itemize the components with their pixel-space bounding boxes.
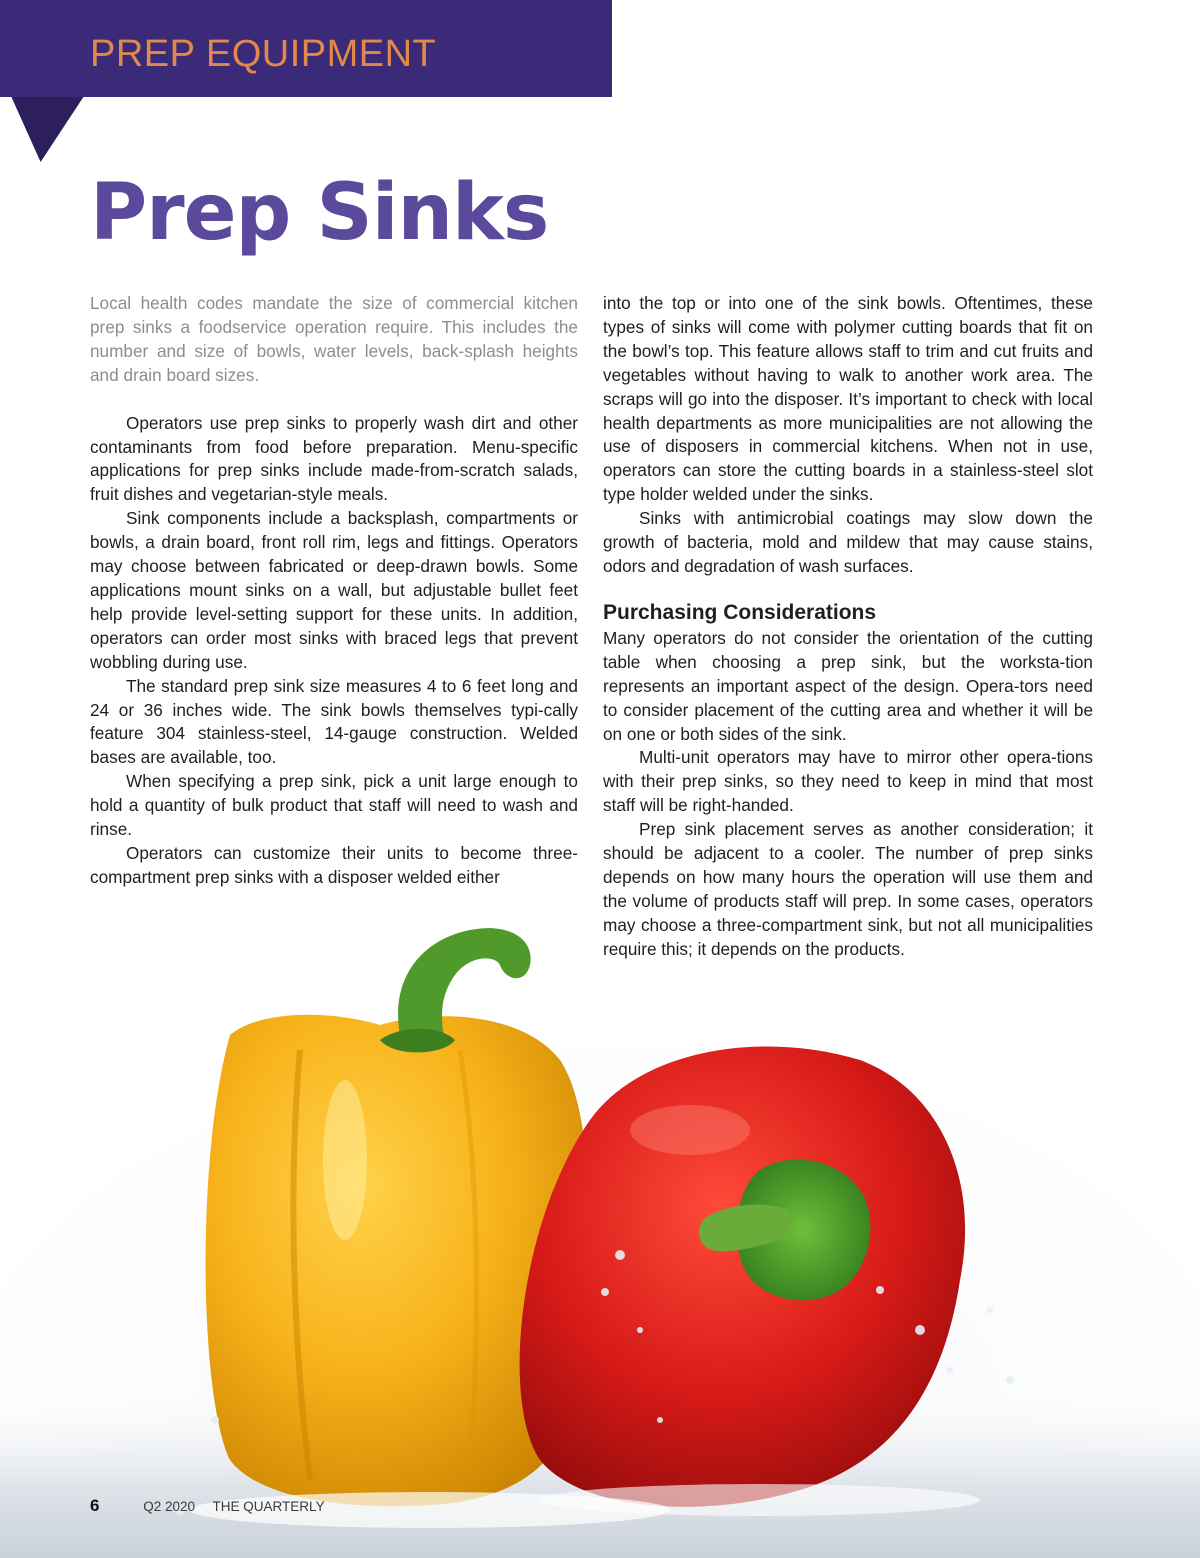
section-subhead: Purchasing Considerations (603, 600, 877, 624)
body-paragraph: When specifying a prep sink, pick a unit large enough to hold a quantity of bulk product that staff will need to wash and rinse. (90, 771, 578, 840)
publication-name: THE QUARTERLY (212, 1499, 325, 1514)
peppers-photo (0, 860, 1200, 1558)
page-footer (90, 1496, 325, 1516)
intro-paragraph: Local health codes mandate the size of commercial kitchen prep sinks a foodservice operation require. This includes the number and size of bowls, water levels, back-splash heights and drain board sizes. (90, 293, 578, 385)
section-label: PREP EQUIPMENT (90, 33, 437, 75)
section-banner (0, 0, 612, 97)
body-paragraph: into the top or into one of the sink bowls. Oftentimes, these types of sinks will come with polymer cutting boards that fit on the bowl’s top. This feature allows staff to trim and cut fruits and vegetables without having to walk to another work area. The scraps will go into the disposer. It’s important to check with local health departments as more municipalities are not allowing the use of disposers in commercial kitchens. When not in use, operators can store the cutting boards in a stainless-steel slot type holder welded under the sinks. (603, 293, 1093, 505)
body-paragraph: Sink components include a backsplash, compartments or bowls, a drain board, front roll rim, legs and fittings. Operators may choose between fabricated or deep-drawn bowls. Some applications mount sinks on a wall, but adjustable bullet feet help provide level-setting support for these units. In addition, operators can order most sinks with braced legs that prevent wobbling during use. (90, 508, 578, 672)
right-column (603, 292, 1093, 962)
body-paragraph: Operators use prep sinks to properly wash dirt and other contaminants from food before preparation. Menu-specific applications for prep sinks include made-from-scratch salads, fruit dishes and vegetarian-style meals. (90, 412, 578, 505)
body-paragraph: The standard prep sink size measures 4 to 6 feet long and 24 or 36 inches wide. The sink bowls themselves typi-cally feature 304 stainless-steel, 14-gauge construction. Welded bases are available, too. (90, 675, 578, 768)
body-paragraph: Sinks with antimicrobial coatings may slow down the growth of bacteria, mold and mildew that may cause stains, odors and degradation of wash surfaces. (603, 508, 1093, 576)
page-title: Prep Sinks (90, 168, 549, 258)
banner-tab-decoration (5, 97, 84, 162)
body-paragraph: Many operators do not consider the orientation of the cutting table when choosing a prep sink, but the worksta-tion represents an important aspect of the design. Opera-tors need to consider placement of the cutting area and whether it will be on one or both sides of the sink. (603, 627, 1093, 744)
body-paragraph: Operators can customize their units to become three-compartment prep sinks with a disposer welded either (90, 842, 578, 887)
page-number: 6 (90, 1496, 100, 1515)
body-paragraph: Prep sink placement serves as another consideration; it should be adjacent to a cooler. The number of prep sinks depends on how many hours the operation will use them and the volume of products staff will prep. In some cases, operators may choose a three-compartment sink, but not all municipalities require this; it depends on the products. (603, 819, 1093, 959)
issue-label: Q2 2020 (143, 1499, 196, 1514)
left-column (90, 292, 578, 890)
body-paragraph: Multi-unit operators may have to mirror other opera-tions with their prep sinks, so they need to keep in mind that most staff will be right-handed. (603, 747, 1093, 816)
